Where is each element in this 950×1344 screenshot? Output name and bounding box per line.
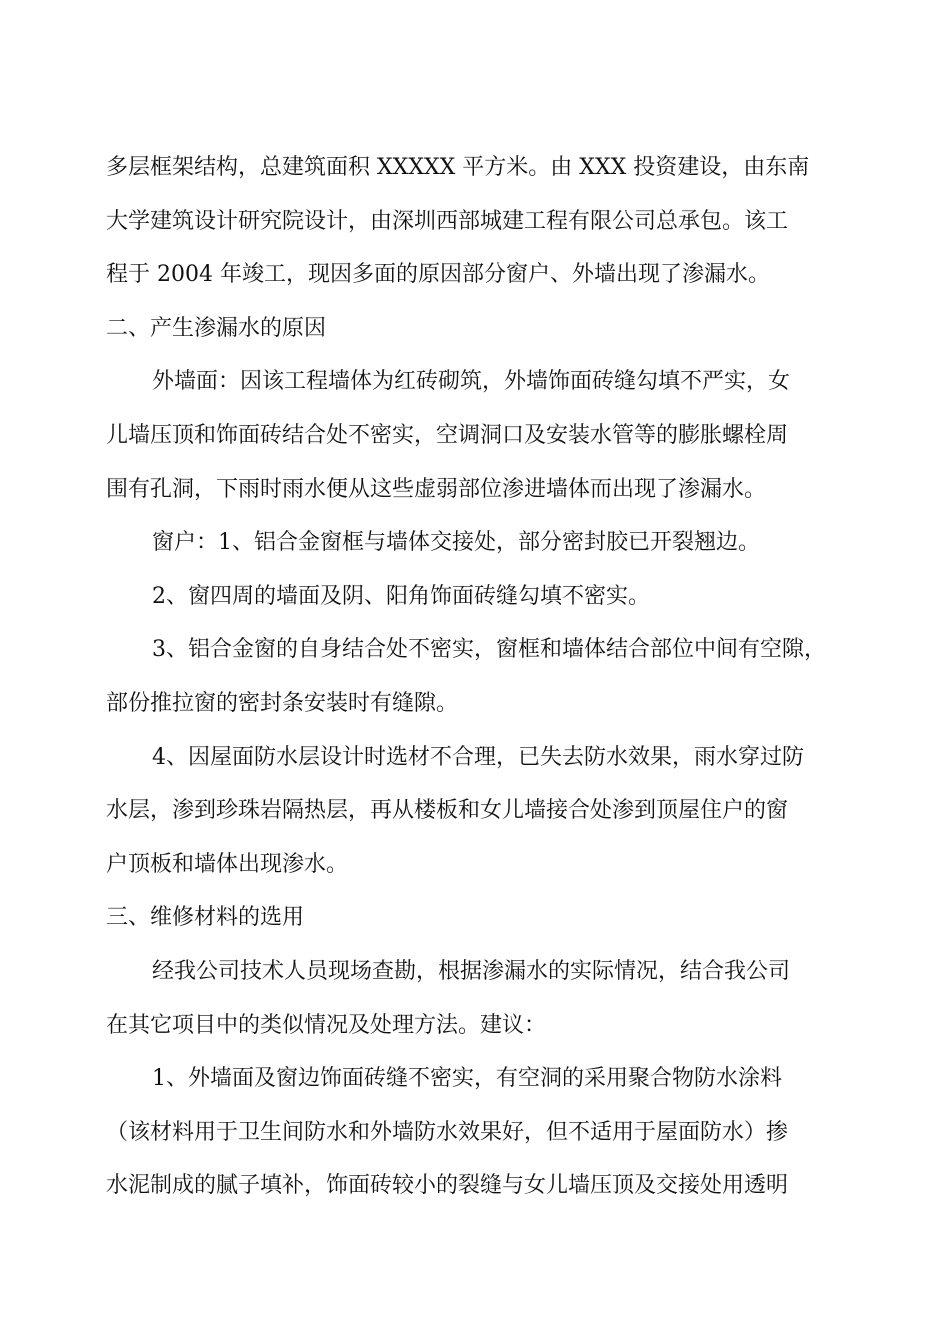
- body-text-line: 部份推拉窗的密封条安装时有缝隙。: [106, 690, 459, 716]
- body-text-line: 围有孔洞，下雨时雨水便从这些虚弱部位渗进墙体而出现了渗漏水。: [106, 476, 767, 502]
- document-body: [106, 146, 866, 1218]
- body-text-line: 外墙面：因该工程墙体为红砖砌筑，外墙饰面砖缝勾填不严实，女: [152, 369, 791, 395]
- list-item: 1、外墙面及窗边饰面砖缝不密实，有空洞的采用聚合物防水涂料: [152, 1066, 782, 1092]
- body-text-line: 经我公司技术人员现场查勘，根据渗漏水的实际情况，结合我公司: [152, 958, 791, 984]
- body-text-line: （该材料用于卫生间防水和外墙防水效果好，但不适用于屋面防水）掺: [106, 1119, 789, 1145]
- body-text-line: 水泥制成的腻子填补，饰面砖较小的裂缝与女儿墙压顶及交接处用透明: [106, 1173, 789, 1199]
- body-text-line: 儿墙压顶和饰面砖结合处不密实，空调洞口及安装水管等的膨胀螺栓周: [106, 422, 789, 448]
- list-item: 4、因屋面防水层设计时选材不合理，已失去防水效果，雨水穿过防: [152, 744, 804, 770]
- body-text-line: 户顶板和墙体出现渗水。: [106, 851, 349, 877]
- section-heading: 二、产生渗漏水的原因: [106, 315, 327, 341]
- body-text-line: 大学建筑设计研究院设计，由深圳西部城建工程有限公司总承包。该工: [106, 208, 789, 234]
- list-item: 2、窗四周的墙面及阴、阳角饰面砖缝勾填不密实。: [152, 583, 650, 609]
- body-text-line: 程于 2004 年竣工，现因多面的原因部分窗户、外墙出现了渗漏水。: [106, 262, 770, 288]
- body-text-line: 多层框架结构，总建筑面积 XXXXX 平方米。由 XXX 投资建设，由东南: [106, 155, 810, 180]
- body-text-line: 水层，渗到珍珠岩隔热层，再从楼板和女儿墙接合处渗到顶屋住户的窗: [106, 798, 789, 824]
- list-item: 3、铝合金窗的自身结合处不密实，窗框和墙体结合部位中间有空隙，: [152, 637, 826, 663]
- body-text-line: 在其它项目中的类似情况及处理方法。建议：: [106, 1012, 547, 1038]
- section-heading: 三、维修材料的选用: [106, 905, 305, 931]
- list-item: 窗户：1、铝合金窗框与墙体交接处，部分密封胶已开裂翘边。: [152, 530, 760, 556]
